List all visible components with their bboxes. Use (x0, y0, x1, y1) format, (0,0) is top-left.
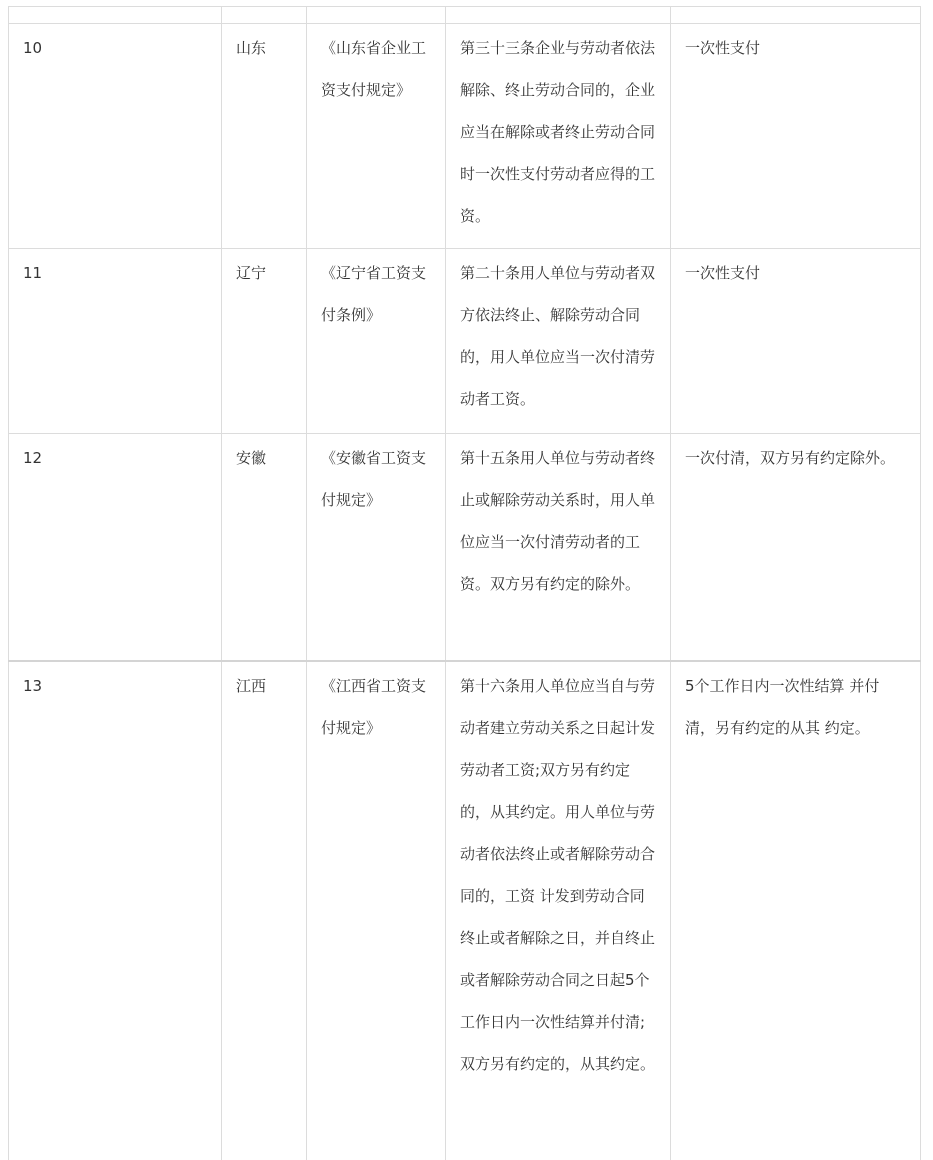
province-cell (222, 24, 307, 249)
payment-summary: 一次付清，双方另有约定除外。 (685, 449, 896, 467)
wage-regulation-table (8, 6, 921, 1160)
row-number: 12 (23, 449, 43, 467)
summary-cell (671, 24, 921, 249)
province-name: 安徽 (236, 449, 267, 467)
article-text: 第十五条用人单位与劳动者终止或解除劳动关系时，用人单位应当一次付清劳动者的工资。双方另有约定的除外。 (460, 449, 656, 593)
table-top-edge (9, 7, 921, 24)
article-text: 第十六条用人单位应当自与劳动者建立劳动关系之日起计发劳动者工资;双方另有约定的，从其约定。用人单位与劳动者依法终止或者解除劳动合同的，工资 计发到劳动合同终止或者解除之日，并自终止或者解除劳动合同之日起5个工作日内一次性结算并付清;双方另有约定的，从其约定。 (460, 677, 656, 1073)
row-number-cell (9, 24, 222, 249)
row-number: 13 (23, 677, 43, 695)
payment-summary: 一次性支付 (685, 39, 761, 57)
table-cell (222, 7, 307, 24)
row-number-cell (9, 249, 222, 434)
regulation-title: 《辽宁省工资支付条例》 (321, 264, 427, 324)
table-row (9, 661, 921, 1160)
province-cell (222, 661, 307, 1160)
province-cell (222, 434, 307, 662)
regulation-cell (307, 249, 446, 434)
article-cell (446, 249, 671, 434)
regulation-cell (307, 434, 446, 662)
row-number-cell (9, 661, 222, 1160)
summary-cell (671, 661, 921, 1160)
regulation-title: 《江西省工资支付规定》 (321, 677, 427, 737)
table-cell (9, 7, 222, 24)
article-text: 第三十三条企业与劳动者依法解除、终止劳动合同的，企业应当在解除或者终止劳动合同时一次性支付劳动者应得的工资。 (460, 39, 656, 225)
row-number: 10 (23, 39, 43, 57)
table-row (9, 249, 921, 434)
row-number-cell (9, 434, 222, 662)
regulation-title: 《山东省企业工资支付规定》 (321, 39, 427, 99)
row-number: 11 (23, 264, 43, 282)
article-text: 第二十条用人单位与劳动者双方依法终止、解除劳动合同的，用人单位应当一次付清劳动者工资。 (460, 264, 656, 408)
table-row (9, 24, 921, 249)
regulation-cell (307, 24, 446, 249)
summary-cell (671, 434, 921, 662)
payment-summary: 5个工作日内一次性结算 并付清，另有约定的从其 约定。 (685, 677, 880, 737)
article-cell (446, 24, 671, 249)
province-name: 辽宁 (236, 264, 267, 282)
summary-cell (671, 249, 921, 434)
regulation-cell (307, 661, 446, 1160)
article-cell (446, 434, 671, 662)
province-name: 江西 (236, 677, 267, 695)
table-cell (671, 7, 921, 24)
table-cell (307, 7, 446, 24)
province-cell (222, 249, 307, 434)
article-cell (446, 661, 671, 1160)
province-name: 山东 (236, 39, 267, 57)
table-row (9, 434, 921, 662)
regulation-title: 《安徽省工资支付规定》 (321, 449, 427, 509)
payment-summary: 一次性支付 (685, 264, 761, 282)
table-cell (446, 7, 671, 24)
